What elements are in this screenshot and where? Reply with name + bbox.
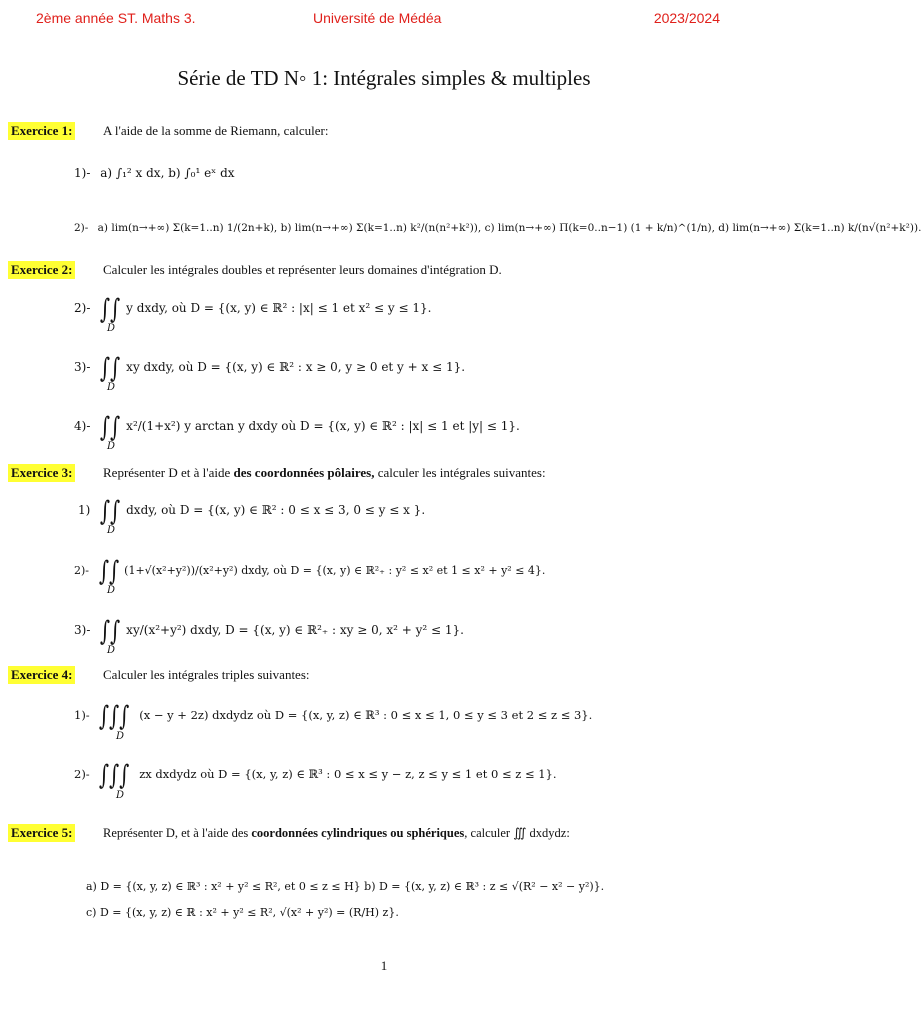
exercise-3-item-3 bbox=[74, 616, 464, 647]
item-label: 2)- bbox=[74, 301, 91, 315]
exercise-3-item-1 bbox=[78, 496, 426, 527]
intro-text: Représenter D et à l'aide bbox=[103, 465, 234, 480]
double-integral-symbol: ∫∫ bbox=[100, 616, 121, 647]
item-text: x²/(1+x²) y arctan y dxdy où D = {(x, y) ∈ ℝ² : |x| ≤ 1 et |y| ≤ 1}. bbox=[126, 419, 520, 433]
exercise-4-item-1 bbox=[74, 701, 593, 732]
exercise-5-item-ab bbox=[86, 880, 604, 893]
intro-text: , calculer ∭ dxdydz: bbox=[464, 826, 570, 840]
header-university: Université de Médéa bbox=[313, 10, 442, 26]
exercise-1-item-1 bbox=[74, 166, 235, 180]
exercise-5-intro bbox=[103, 825, 570, 841]
exercise-4-item-2 bbox=[74, 760, 557, 791]
item-text: c) D = {(x, y, z) ∈ ℝ : x² + y² ≤ R², √(x² + y²) = (R/H) z}. bbox=[86, 906, 399, 919]
exercise-2-item-2 bbox=[74, 353, 466, 384]
item-text: a) lim(n→+∞) Σ(k=1..n) 1/(2n+k), b) lim(n→+∞) Σ(k=1..n) k²/(n(n²+k²)), c) lim(n→+∞) Π(k=0..n−1) (1 + k/n)^(1/n), d) lim(n→+∞) Σ(k=1..n) k/(n√(n²+k²)). bbox=[97, 222, 921, 234]
intro-bold-text: des coordonnées pôlaires, bbox=[233, 465, 375, 480]
exercise-5-label: Exercice 5: bbox=[8, 824, 75, 842]
domain-subscript: D bbox=[116, 790, 125, 801]
item-label: 2)- bbox=[74, 222, 89, 234]
exercise-2-label: Exercice 2: bbox=[8, 261, 75, 279]
exercise-1-item-2 bbox=[74, 222, 921, 234]
item-label: 1) bbox=[78, 503, 91, 517]
exercise-4-intro: Calculer les intégrales triples suivantes: bbox=[103, 667, 310, 682]
item-text: a) ∫₁² x dx, b) ∫₀¹ eˣ dx bbox=[100, 166, 235, 180]
exercise-1-label: Exercice 1: bbox=[8, 122, 75, 140]
double-integral-symbol: ∫∫ bbox=[98, 556, 119, 587]
page-number: 1 bbox=[380, 958, 388, 973]
item-label: 4)- bbox=[74, 419, 91, 433]
triple-integral-symbol: ∫∫∫ bbox=[99, 701, 130, 732]
triple-integral-symbol: ∫∫∫ bbox=[99, 760, 130, 791]
header-year: 2023/2024 bbox=[653, 10, 720, 26]
item-label: 2)- bbox=[74, 564, 90, 577]
double-integral-symbol: ∫∫ bbox=[100, 294, 121, 325]
item-text: y dxdy, où D = {(x, y) ∈ ℝ² : |x| ≤ 1 et x² ≤ y ≤ 1}. bbox=[126, 301, 432, 315]
exercise-3-intro bbox=[103, 465, 546, 481]
item-text: zx dxdydz où D = {(x, y, z) ∈ ℝ³ : 0 ≤ x ≤ y − z, z ≤ y ≤ 1 et 0 ≤ z ≤ 1}. bbox=[139, 767, 557, 781]
intro-text: calculer les intégrales suivantes: bbox=[374, 465, 546, 480]
item-text: (x − y + 2z) dxdydz où D = {(x, y, z) ∈ ℝ³ : 0 ≤ x ≤ 1, 0 ≤ y ≤ 3 et 2 ≤ z ≤ 3}. bbox=[139, 708, 593, 722]
exercise-3-item-2 bbox=[74, 556, 546, 587]
domain-subscript: D bbox=[107, 645, 116, 656]
exercise-5-item-c bbox=[86, 906, 399, 919]
exercise-2-intro: Calculer les intégrales doubles et représenter leurs domaines d'intégration D. bbox=[103, 262, 502, 277]
domain-subscript: D bbox=[116, 731, 125, 742]
page-title: Série de TD N◦ 1: Intégrales simples & multiples bbox=[177, 66, 591, 90]
item-text: a) D = {(x, y, z) ∈ ℝ³ : x² + y² ≤ R², et 0 ≤ z ≤ H} b) D = {(x, y, z) ∈ ℝ³ : z ≤ √(R² − x² − y²)}. bbox=[86, 880, 605, 893]
domain-subscript: D bbox=[107, 382, 116, 393]
exercise-4-label: Exercice 4: bbox=[8, 666, 75, 684]
exercise-1-intro: A l'aide de la somme de Riemann, calculer: bbox=[103, 123, 329, 138]
intro-text: Représenter D, et à l'aide des bbox=[103, 826, 252, 840]
double-integral-symbol: ∫∫ bbox=[100, 496, 121, 527]
double-integral-symbol: ∫∫ bbox=[100, 353, 121, 384]
item-text: xy dxdy, où D = {(x, y) ∈ ℝ² : x ≥ 0, y ≥ 0 et y + x ≤ 1}. bbox=[126, 360, 466, 374]
domain-subscript: D bbox=[107, 525, 116, 536]
double-integral-symbol: ∫∫ bbox=[100, 412, 121, 443]
item-text: dxdy, où D = {(x, y) ∈ ℝ² : 0 ≤ x ≤ 3, 0 ≤ y ≤ x }. bbox=[126, 503, 426, 517]
exercise-2-item-1 bbox=[74, 294, 432, 325]
exercise-2-item-3 bbox=[74, 412, 520, 443]
item-label: 3)- bbox=[74, 360, 91, 374]
domain-subscript: D bbox=[107, 323, 116, 334]
header-course: 2ème année ST. Maths 3. bbox=[36, 10, 196, 26]
item-label: 3)- bbox=[74, 623, 91, 637]
domain-subscript: D bbox=[107, 585, 116, 596]
item-label: 1)- bbox=[74, 708, 90, 722]
item-label: 2)- bbox=[74, 767, 90, 781]
item-text: (1+√(x²+y²))/(x²+y²) dxdy, où D = {(x, y) ∈ ℝ²₊ : y² ≤ x² et 1 ≤ x² + y² ≤ 4}. bbox=[124, 564, 546, 577]
exercise-3-label: Exercice 3: bbox=[8, 464, 75, 482]
item-text: xy/(x²+y²) dxdy, D = {(x, y) ∈ ℝ²₊ : xy ≥ 0, x² + y² ≤ 1}. bbox=[126, 623, 464, 637]
item-label: 1)- bbox=[74, 166, 91, 180]
domain-subscript: D bbox=[107, 441, 116, 452]
intro-bold-text: coordonnées cylindriques ou sphériques bbox=[251, 826, 465, 840]
